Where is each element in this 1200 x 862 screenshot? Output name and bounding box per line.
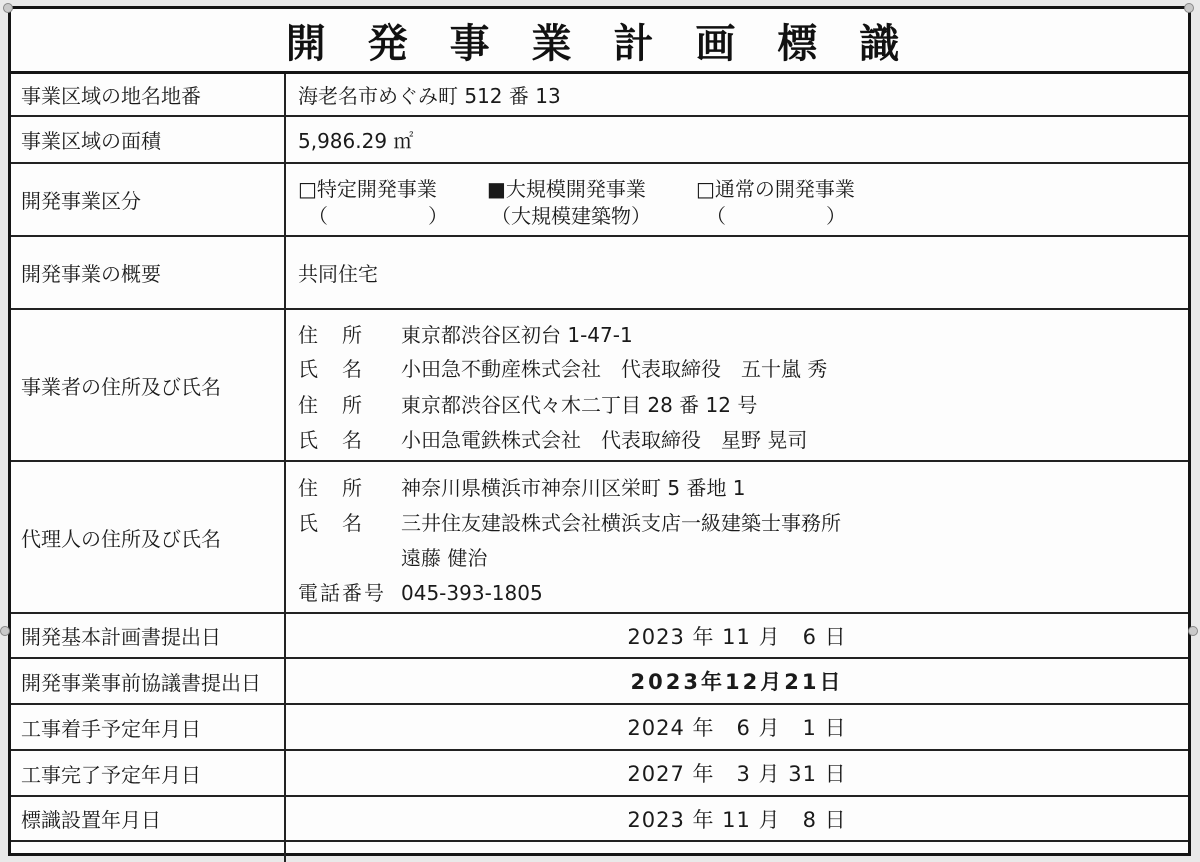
sign-date-cell [286, 797, 1188, 840]
location-value: 海老名市めぐみ町 512 番 13 [298, 84, 561, 108]
plan-date-value: 2023 年 11 月 6 日 [627, 624, 847, 649]
line-value: 小田急電鉄株式会社 代表取締役 星野 晃司 [401, 428, 808, 452]
developer-label: 事業者の住所及び氏名 [11, 310, 286, 460]
development-plan-sign [8, 6, 1191, 856]
agent-line [298, 507, 841, 536]
category-value [286, 164, 1188, 235]
line-value: 045-393-1805 [401, 581, 543, 605]
agent-label: 代理人の住所及び氏名 [11, 462, 286, 612]
option-normal-development-sub: （ ） [706, 204, 846, 228]
sign-date-label: 標識設置年月日 [11, 797, 286, 840]
row-area [11, 117, 1188, 164]
line-key: 住 所 [298, 476, 364, 500]
start-date-cell [286, 705, 1188, 749]
developer-line [298, 353, 827, 382]
option-specific-development-sub: （ ） [308, 204, 448, 228]
complete-date-cell [286, 751, 1188, 795]
option-normal-development: □通常の開発事業 [696, 177, 855, 201]
consult-date-value: 2023年12月21日 [630, 670, 844, 694]
screw-icon [1184, 3, 1194, 13]
row-plan-date [11, 614, 1188, 659]
line-key: 氏 名 [298, 357, 364, 381]
agent-line [298, 577, 543, 606]
screw-icon [0, 626, 10, 636]
sign-title: 開 発 事 業 計 画 標 識 [11, 9, 1188, 74]
agent-line [298, 472, 746, 501]
agent-line [298, 542, 487, 571]
line-value: 遠藤 健治 [401, 546, 488, 570]
screw-icon [3, 3, 13, 13]
row-consult-date [11, 659, 1188, 705]
line-key: 電話番号 [298, 581, 386, 605]
line-value: 東京都渋谷区代々木二丁目 28 番 12 号 [401, 393, 758, 417]
line-key: 住 所 [298, 323, 364, 347]
developer-line [298, 424, 807, 453]
consult-date-label: 開発事業事前協議書提出日 [11, 659, 286, 703]
line-value: 三井住友建設株式会社横浜支店一級建築士事務所 [401, 511, 841, 535]
start-date-label: 工事着手予定年月日 [11, 705, 286, 749]
area-value: 5,986.29 ㎡ [298, 129, 414, 153]
row-partial [11, 842, 1188, 862]
area-label: 事業区域の面積 [11, 117, 286, 162]
row-location [11, 74, 1188, 117]
line-value: 東京都渋谷区初台 1-47-1 [401, 323, 633, 347]
screw-icon [1188, 626, 1198, 636]
line-key: 氏 名 [298, 428, 364, 452]
developer-line [298, 319, 633, 348]
line-key: 住 所 [298, 393, 364, 417]
row-sign-date [11, 797, 1188, 842]
plan-date-label: 開発基本計画書提出日 [11, 614, 286, 657]
row-start-date [11, 705, 1188, 751]
row-summary [11, 237, 1188, 310]
agent-value [286, 462, 1188, 612]
category-label: 開発事業区分 [11, 164, 286, 235]
complete-date-label: 工事完了予定年月日 [11, 751, 286, 795]
location-label: 事業区域の地名地番 [11, 74, 286, 115]
row-agent [11, 462, 1188, 614]
partial-label-cell [11, 842, 286, 862]
plan-date-cell [286, 614, 1188, 657]
option-large-scale-development-sub: （大規模建築物） [491, 204, 651, 228]
option-specific-development: □特定開発事業 [298, 177, 437, 201]
row-category [11, 164, 1188, 237]
summary-value: 共同住宅 [298, 262, 378, 286]
developer-value [286, 310, 1188, 460]
line-value: 小田急不動産株式会社 代表取締役 五十嵐 秀 [401, 357, 828, 381]
row-complete-date [11, 751, 1188, 797]
summary-label: 開発事業の概要 [11, 237, 286, 308]
developer-line [298, 389, 757, 418]
row-developer [11, 310, 1188, 462]
option-large-scale-development: ■大規模開発事業 [487, 177, 646, 201]
complete-date-value: 2027 年 3 月 31 日 [627, 762, 847, 786]
line-key: 氏 名 [298, 511, 364, 535]
line-value: 神奈川県横浜市神奈川区栄町 5 番地 1 [401, 476, 746, 500]
sign-date-value: 2023 年 11 月 8 日 [627, 807, 847, 832]
start-date-value: 2024 年 6 月 1 日 [627, 716, 847, 740]
consult-date-cell [286, 659, 1188, 703]
